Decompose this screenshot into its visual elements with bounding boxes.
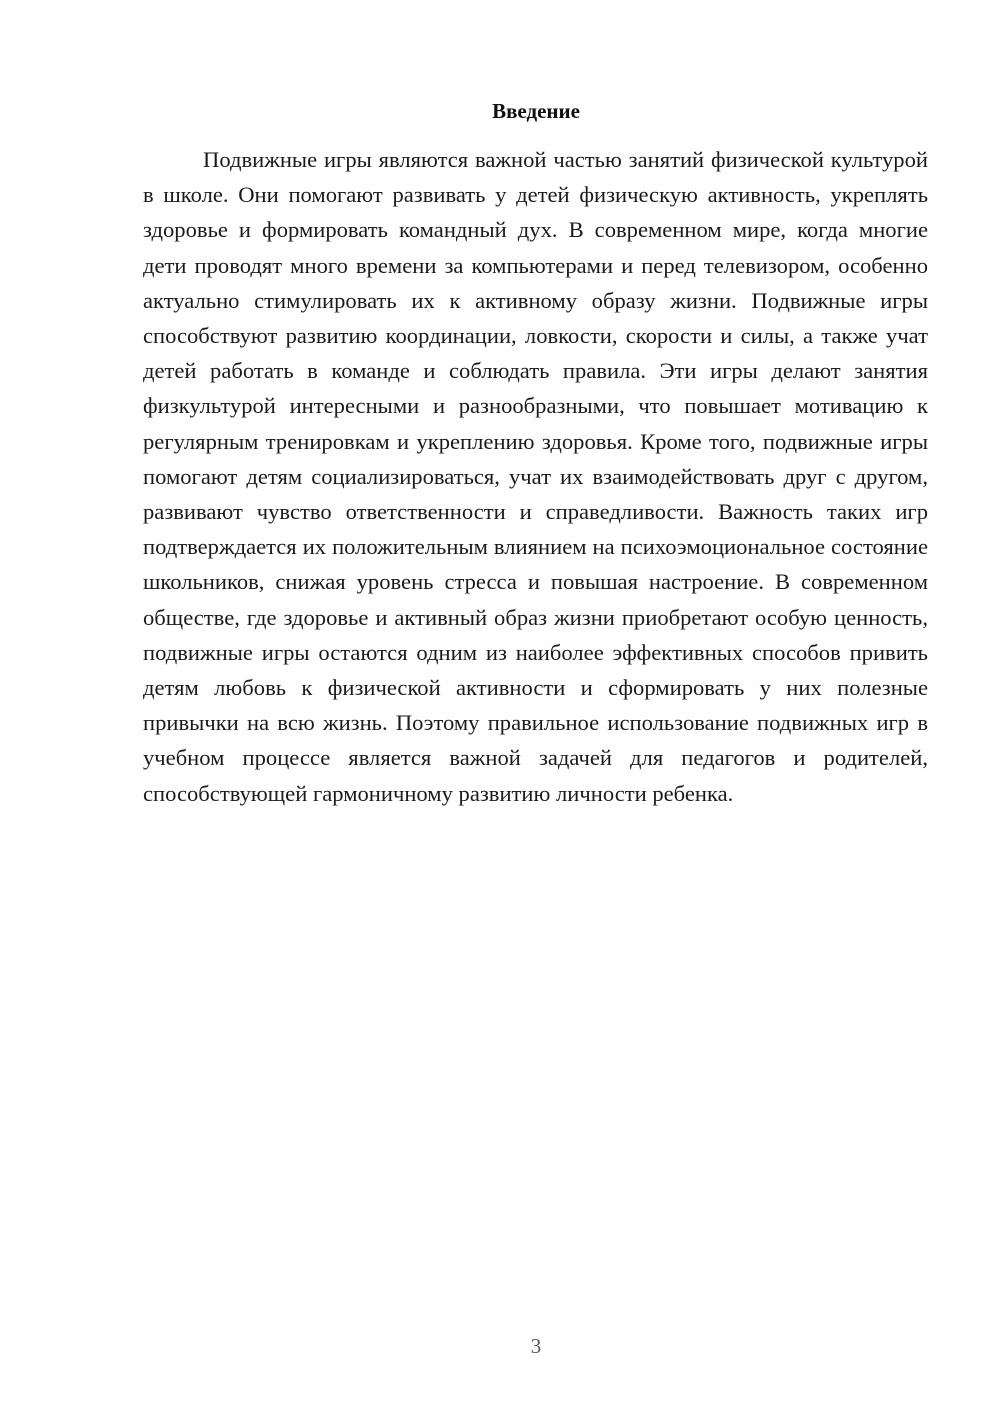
body-paragraph: Подвижные игры являются важной частью занятий физической культурой в школе. Они помогают развивать у детей физическую активность, укреплять здоровье и формировать командный дух. В современном мире, когда многие дети проводят много времени за компьютерами и перед телевизором, особенно актуально стимулировать их к активному образу жизни. Подвижные игры способствуют развитию координации, ловкости, скорости и силы, а также учат детей работать в команде и соблюдать правила. Эти игры делают занятия физкультурой интересными и разнообразными, что повышает мотивацию к регулярным тренировкам и укреплению здоровья. Кроме того, подвижные игры помогают детям социализироваться, учат их взаимодействовать друг с другом, развивают чувство ответственности и справедливости. Важность таких игр подтверждается их положительным влиянием на психоэмоциональное состояние школьников, снижая уровень стресса и повышая настроение. В современном обществе, где здоровье и активный образ жизни приобретают особую ценность, подвижные игры остаются одним из наиболее эффективных способов привить детям любовь к физической активности и сформировать у них полезные привычки на всю жизнь. Поэтому правильное использование подвижных игр в учебном процессе является важной задачей для педагогов и родителей, способствующей гармоничному развитию личности ребенка. — [143, 147, 928, 806]
page-number: 3 — [530, 1334, 542, 1358]
section-heading: Введение — [492, 99, 580, 123]
